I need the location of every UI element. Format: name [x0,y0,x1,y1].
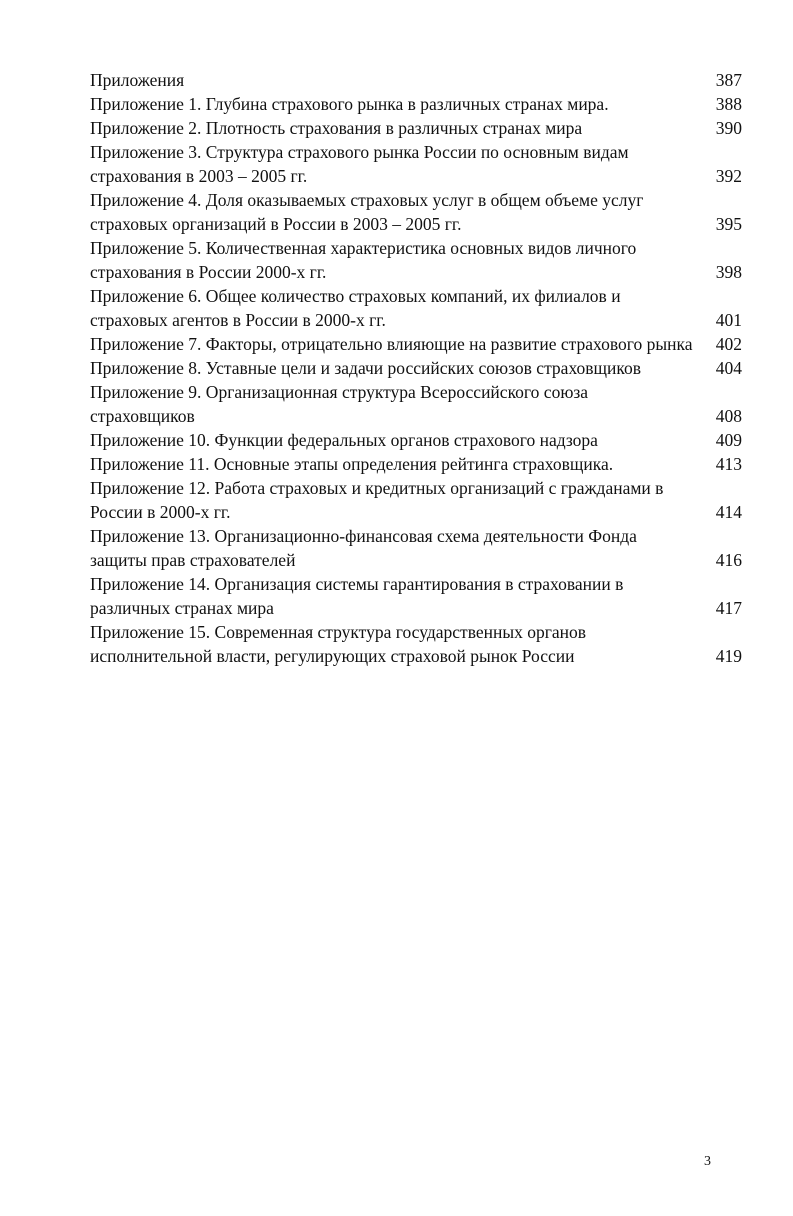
toc-entry-title: Приложение 9. Организационная структура Всероссийского союза страховщиков [90,382,589,426]
toc-entry[interactable] [90,524,742,572]
toc-entry[interactable] [90,92,742,116]
toc-entry-title: Приложение 2. Плотность страхования в различных странах мира [90,118,583,138]
toc-entry-page: 404 [715,358,742,378]
toc-entry-page: 390 [715,118,742,138]
toc-entry[interactable] [90,428,742,452]
toc-entry-title: Приложение 8. Уставные цели и задачи российских союзов страховщиков [90,358,642,378]
toc-entry-title: Приложение 12. Работа страховых и кредитных организаций с гражданами в России в 2000-х гг. [90,478,664,522]
toc-entry[interactable] [90,116,742,140]
toc-entry-title: Приложение 5. Количественная характеристика основных видов личного страхования в России 2000-х гг. [90,238,637,282]
toc-entry-page: 413 [715,454,742,474]
toc-entry[interactable] [90,188,742,236]
toc-entry-page: 398 [715,262,742,282]
toc-entry-title: Приложение 14. Организация системы гарантирования в страховании в различных странах мира [90,574,624,618]
toc-entry[interactable] [90,356,742,380]
toc-entry-page: 408 [715,406,742,426]
toc-entry-page: 395 [715,214,742,234]
toc-entry-title: Приложение 3. Структура страхового рынка России по основным видам страхования в 2003 – 2005 гг. [90,142,629,186]
toc-entry[interactable] [90,68,742,92]
toc-entry-title: Приложение 7. Факторы, отрицательно влияющие на развитие страхового рынка [90,334,693,354]
toc-entry[interactable] [90,332,742,356]
toc-entry-page: 409 [715,430,742,450]
toc-entry-page: 402 [715,334,742,354]
toc-entry[interactable] [90,572,742,620]
toc-entry-title: Приложение 1. Глубина страхового рынка в различных странах мира. [90,94,609,114]
toc-entry-page: 392 [715,166,742,186]
toc-entry-title: Приложение 4. Доля оказываемых страховых услуг в общем объеме услуг страховых организаций в России в 2003 – 2005 гг. [90,190,644,234]
toc-entry-page: 414 [715,502,742,522]
toc-entry-page: 416 [715,550,742,570]
toc-entry-page: 387 [715,70,742,90]
toc-entry[interactable] [90,236,742,284]
toc-entry-title: Приложение 6. Общее количество страховых компаний, их филиалов и страховых агентов в России в 2000-х гг. [90,286,621,330]
toc-entry[interactable] [90,476,742,524]
toc-entry-title: Приложение 10. Функции федеральных органов страхового надзора [90,430,598,450]
toc-entry-page: 401 [715,310,742,330]
toc-entry[interactable] [90,284,742,332]
toc-entry-title: Приложение 11. Основные этапы определения рейтинга страховщика. [90,454,614,474]
toc-entry-page: 417 [715,598,742,618]
toc-entry-title: Приложение 15. Современная структура государственных органов исполнительной власти, регулирующих страховой рынок России [90,622,587,666]
toc-entry[interactable] [90,452,742,476]
page-number: 3 [704,1154,711,1169]
toc-entry-title: Приложения [90,70,185,90]
toc-entry[interactable] [90,380,742,428]
toc-entry[interactable] [90,140,742,188]
toc-entry-page: 419 [715,646,742,666]
toc-entry-page: 388 [715,94,742,114]
toc-entry[interactable] [90,620,742,668]
toc-entry-title: Приложение 13. Организационно-финансовая схема деятельности Фонда защиты прав страхователей [90,526,637,570]
table-of-contents [90,68,742,668]
